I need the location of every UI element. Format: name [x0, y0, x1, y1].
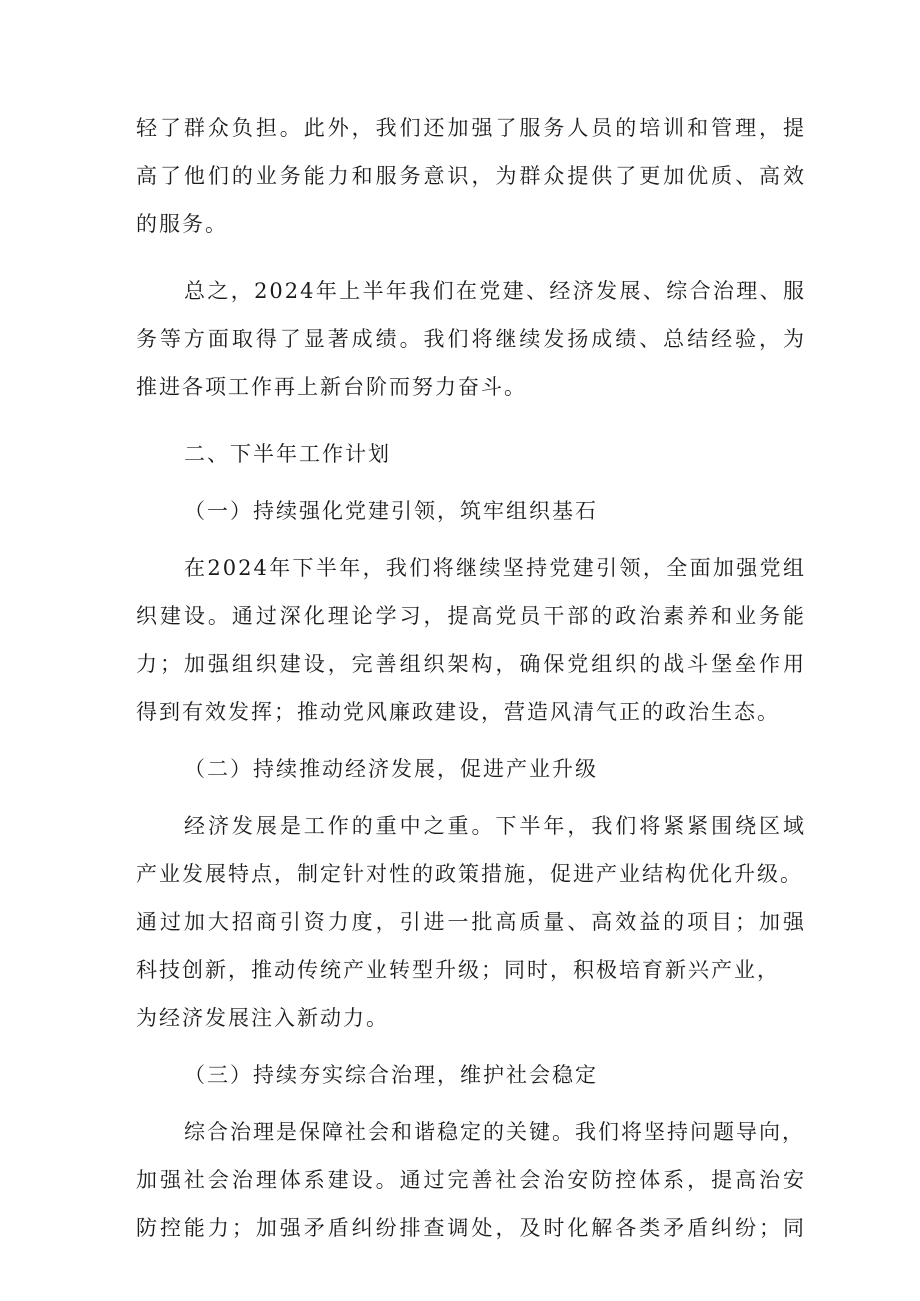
- text-line: 防控能力；加强矛盾纠纷排查调处，及时化解各类矛盾纠纷；同: [136, 1216, 806, 1240]
- paragraph: [136, 267, 806, 411]
- text-line: 推进各项工作再上新台阶而努力奋斗。: [136, 375, 527, 399]
- text-line: 织建设。通过深化理论学习，提高党员干部的政治素养和业务能: [136, 604, 806, 628]
- paragraph: [136, 1108, 806, 1252]
- subsection-heading: [136, 487, 806, 535]
- heading-text: （三）持续夯实综合治理，维护社会稳定: [184, 1063, 598, 1087]
- text-line: 经济发展是工作的重中之重。下半年，我们将紧紧围绕区域: [184, 814, 806, 838]
- text-line: 得到有效发挥；推动党风廉政建设，营造风清气正的政治生态。: [136, 700, 780, 724]
- subsection-heading: [136, 1051, 806, 1099]
- text-line: 综合治理是保障社会和谐稳定的关键。我们将坚持问题导向，: [184, 1120, 805, 1144]
- heading-text: （一）持续强化党建引领，筑牢组织基石: [184, 499, 598, 523]
- text-line: 务等方面取得了显著成绩。我们将继续发扬成绩、总结经验，为: [136, 327, 806, 351]
- text-line: 通过加大招商引资力度，引进一批高质量、高效益的项目；加强: [136, 910, 806, 934]
- heading-text: （二）持续推动经济发展，促进产业升级: [184, 757, 598, 781]
- subsection-heading: [136, 745, 806, 793]
- text-line: 为经济发展注入新动力。: [136, 1006, 389, 1030]
- paragraph: [136, 802, 806, 1042]
- paragraph: [136, 104, 806, 248]
- text-line: 高了他们的业务能力和服务意识，为群众提供了更加优质、高效: [136, 164, 806, 188]
- paragraph: [136, 544, 806, 736]
- document-page: [136, 104, 806, 1252]
- heading-text: 二、下半年工作计划: [184, 442, 391, 466]
- text-line: 加强社会治理体系建设。通过完善社会治安防控体系，提高治安: [136, 1168, 806, 1192]
- text-line: 总之，2024年上半年我们在党建、经济发展、综合治理、服: [184, 279, 806, 303]
- text-line: 的服务。: [136, 212, 228, 236]
- text-line: 科技创新，推动传统产业转型升级；同时，积极培育新兴产业，: [136, 958, 780, 982]
- text-line: 轻了群众负担。此外，我们还加强了服务人员的培训和管理，提: [136, 116, 806, 140]
- text-line: 在2024年下半年，我们将继续坚持党建引领，全面加强党组: [184, 556, 806, 580]
- text-line: 力；加强组织建设，完善组织架构，确保党组织的战斗堡垒作用: [136, 652, 806, 676]
- text-line: 产业发展特点，制定针对性的政策措施，促进产业结构优化升级。: [136, 862, 803, 886]
- section-heading: [136, 430, 806, 478]
